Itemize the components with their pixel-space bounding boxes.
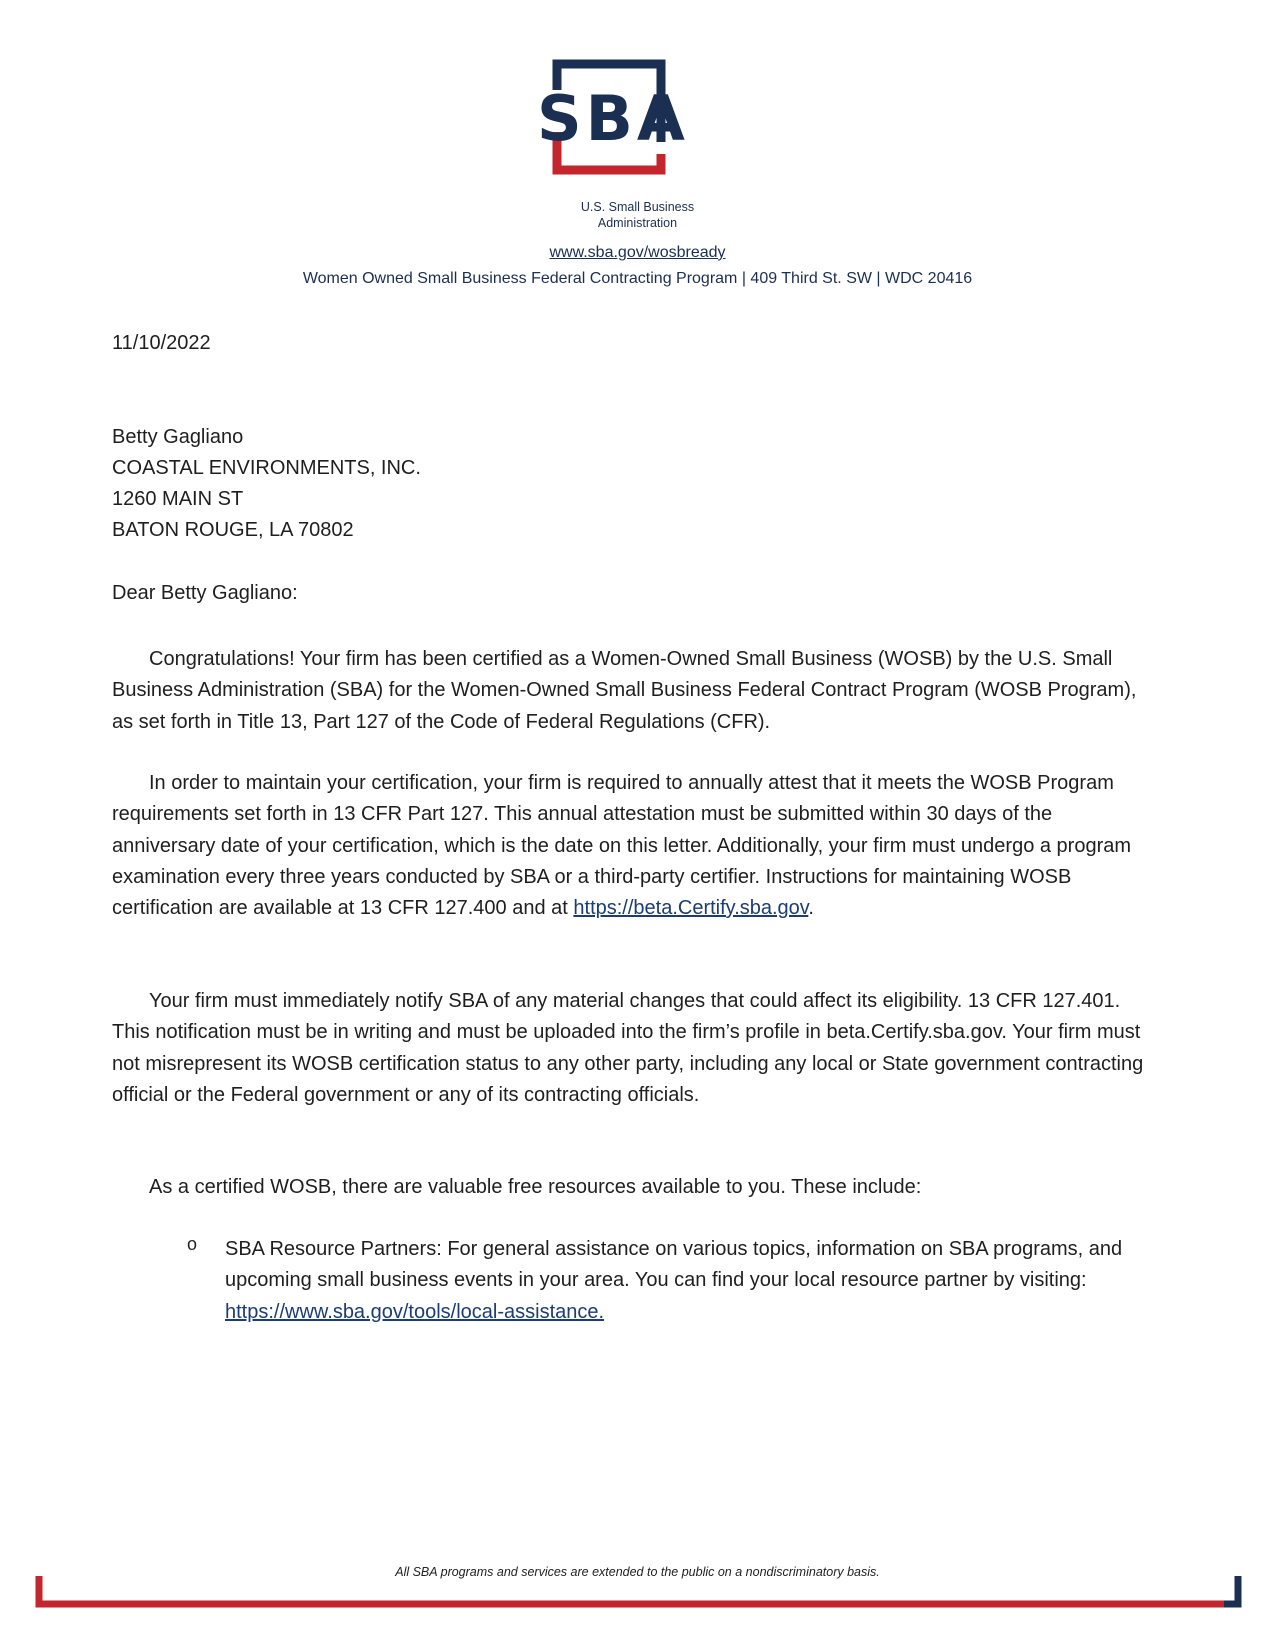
letter-date: 11/10/2022 [112,332,211,354]
local-assistance-link[interactable]: https://www.sba.gov/tools/local-assistance. [225,1300,605,1323]
footer-note: All SBA programs and services are extended to the public on a nondiscriminatory basis. [395,1565,880,1579]
sba-logo-text: SBA [537,82,689,155]
certify-link[interactable]: https://beta.Certify.sba.gov [573,897,809,920]
recipient-city: BATON ROUGE, LA 70802 [112,519,354,541]
agency-name-line1: U.S. Small Business [580,200,695,214]
paragraph-resources: As a certified WOSB, there are valuable free resources available to you. These include: [149,1176,922,1198]
bullet-marker: o [187,1234,198,1254]
paragraph-maintenance-end: . [808,897,814,920]
program-address-line: Women Owned Small Business Federal Contracting Program | 409 Third St. SW | WDC 20416 [302,270,973,287]
recipient-street: 1260 MAIN ST [112,488,244,510]
recipient-address [112,422,421,546]
list-item [225,1234,1125,1328]
paragraph-certification: Congratulations! Your firm has been certified as a Women-Owned Small Business (WOSB) by the U.S. Small Business Administration (SBA) for the Women-Owned Small Business Federal Contract Program (WOSB Program), as set forth in Title 13, Part 127 of the Code of Federal Regulations (CFR). [112,648,1137,733]
list-item-text: SBA Resource Partners: For general assistance on various topics, information on SBA programs, and upcoming small business events in your area. You can find your local resource partner by visiting: [225,1238,1123,1292]
agency-name-line2: Administration [597,216,678,230]
salutation: Dear Betty Gagliano: [112,582,298,604]
paragraph-maintenance-text: In order to maintain your certification, your firm is required to annually attest that it meets the WOSB Program requirements set forth in 13 CFR Part 127. This annual attestation must be submitted within 30 days of the anniversary date of your certification, which is the date on this letter. Additionally, your firm must undergo a program examination every three years conducted by SBA or a third-party certifier. Instructions for maintaining WOSB certification are available at 13 CFR 127.400 and at [112,772,1132,920]
sba-logo [537,62,715,182]
paragraph-notification: Your firm must immediately notify SBA of any material changes that could affect its eligibility. 13 CFR 127.401. This notification must be in writing and must be uploaded into the firm’s profile in beta.Certify.sba.gov. Your firm must not misrepresent its WOSB certification status to any other party, including any local or State government contracting official or the Federal government or any of its contracting officials. [112,990,1144,1106]
footer-bar [36,1576,1242,1608]
paragraph-maintenance [112,768,1160,924]
recipient-company: COASTAL ENVIRONMENTS, INC. [112,457,421,479]
recipient-name: Betty Gagliano [112,426,244,448]
website-link[interactable]: www.sba.gov/wosbready [549,244,726,261]
